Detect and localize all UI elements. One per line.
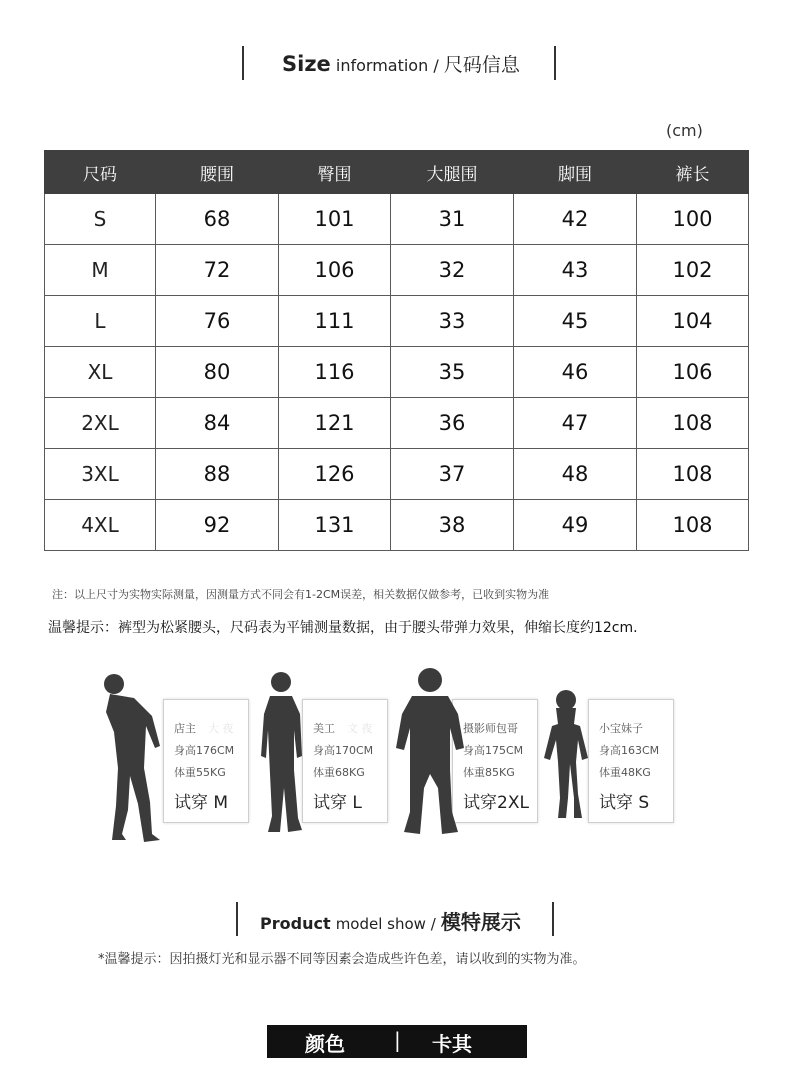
cell-waist: 84 — [156, 398, 279, 449]
cell-thigh: 32 — [391, 245, 514, 296]
cell-thigh: 35 — [391, 347, 514, 398]
model-name: 摄影师包哥 — [463, 722, 518, 735]
model-try-size: 试穿 L — [313, 793, 362, 813]
table-header-row — [45, 151, 749, 194]
cell-leg-opening: 43 — [514, 245, 637, 296]
cell-size: 4XL — [45, 500, 156, 551]
model-weight: 体重68KG — [313, 766, 365, 779]
table-row — [45, 398, 749, 449]
cell-size: 3XL — [45, 449, 156, 500]
model-header-left-divider — [236, 902, 238, 936]
card-watermark: 文 夜 — [347, 722, 373, 735]
header-hip: 臀围 — [279, 151, 391, 194]
waistband-tip: 温馨提示：裤型为松紧腰头，尺码表为平铺测量数据，由于腰头带弹力效果，伸缩长度约12cm. — [48, 620, 638, 636]
cell-hip: 111 — [279, 296, 391, 347]
model-weight: 体重48KG — [599, 766, 651, 779]
cell-thigh: 38 — [391, 500, 514, 551]
cell-hip: 116 — [279, 347, 391, 398]
model-silhouette-shop-owner — [100, 672, 170, 844]
cell-leg-opening: 49 — [514, 500, 637, 551]
model-try-size: 试穿 M — [174, 793, 229, 813]
cell-length: 106 — [637, 347, 749, 398]
unit-label: (cm) — [666, 121, 703, 140]
cell-length: 102 — [637, 245, 749, 296]
size-table — [44, 150, 749, 551]
model-card — [163, 699, 249, 823]
cell-hip: 126 — [279, 449, 391, 500]
model-name: 美工 — [313, 722, 335, 735]
cell-hip: 131 — [279, 500, 391, 551]
cell-hip: 106 — [279, 245, 391, 296]
model-title-en-bold: Product — [260, 914, 331, 933]
color-separator: | — [394, 1028, 401, 1052]
cell-length: 108 — [637, 449, 749, 500]
model-card — [302, 699, 388, 823]
cell-leg-opening: 47 — [514, 398, 637, 449]
model-title-en: model show / — [335, 915, 436, 933]
table-row — [45, 449, 749, 500]
cell-length: 108 — [637, 500, 749, 551]
header-size: 尺码 — [45, 151, 156, 194]
cell-length: 100 — [637, 194, 749, 245]
header-right-divider — [554, 46, 556, 80]
cell-waist: 76 — [156, 296, 279, 347]
cell-thigh: 31 — [391, 194, 514, 245]
model-show-title — [260, 906, 521, 935]
cell-leg-opening: 42 — [514, 194, 637, 245]
model-silhouette-designer — [258, 670, 306, 838]
model-height: 身高170CM — [313, 744, 374, 757]
model-try-size: 试穿 S — [599, 793, 650, 813]
cell-size: L — [45, 296, 156, 347]
model-silhouette-girl — [542, 688, 590, 824]
measurement-note: 注：以上尺寸为实物实际测量，因测量方式不同会有1-2CM误差，相关数据仅做参考，已收到实物为准 — [52, 588, 550, 601]
table-row — [45, 245, 749, 296]
size-title-en: information / — [335, 56, 439, 75]
card-watermark: 大 夜 — [208, 722, 234, 735]
table-row — [45, 296, 749, 347]
cell-waist: 92 — [156, 500, 279, 551]
cell-size: XL — [45, 347, 156, 398]
cell-waist: 68 — [156, 194, 279, 245]
model-weight: 体重55KG — [174, 766, 226, 779]
color-value: 卡其 — [432, 1032, 472, 1056]
header-waist: 腰围 — [156, 151, 279, 194]
model-name: 小宝妹子 — [599, 722, 643, 735]
header-thigh: 大腿围 — [391, 151, 514, 194]
cell-hip: 121 — [279, 398, 391, 449]
model-card — [588, 699, 674, 823]
cell-size: S — [45, 194, 156, 245]
model-try-size: 试穿2XL — [463, 793, 529, 813]
cell-waist: 80 — [156, 347, 279, 398]
size-info-title — [282, 50, 520, 77]
cell-length: 104 — [637, 296, 749, 347]
cell-leg-opening: 48 — [514, 449, 637, 500]
cell-thigh: 36 — [391, 398, 514, 449]
table-row — [45, 194, 749, 245]
cell-leg-opening: 46 — [514, 347, 637, 398]
cell-thigh: 33 — [391, 296, 514, 347]
model-weight: 体重85KG — [463, 766, 515, 779]
color-difference-warning: *温馨提示：因拍摄灯光和显示器不同等因素会造成些许色差，请以收到的实物为准。 — [98, 952, 586, 967]
header-leg-opening: 脚围 — [514, 151, 637, 194]
table-row — [45, 347, 749, 398]
size-title-en-bold: Size — [282, 52, 331, 76]
cell-size: 2XL — [45, 398, 156, 449]
size-title-cn: 尺码信息 — [443, 54, 520, 76]
cell-waist: 72 — [156, 245, 279, 296]
model-header-right-divider — [552, 902, 554, 936]
model-title-cn: 模特展示 — [440, 910, 521, 934]
cell-length: 108 — [637, 398, 749, 449]
cell-hip: 101 — [279, 194, 391, 245]
model-height: 身高176CM — [174, 744, 235, 757]
color-label: 颜色 — [305, 1032, 345, 1056]
table-row — [45, 500, 749, 551]
header-length: 裤长 — [637, 151, 749, 194]
cell-leg-opening: 45 — [514, 296, 637, 347]
header-left-divider — [242, 46, 244, 80]
model-height: 身高175CM — [463, 744, 524, 757]
model-height: 身高163CM — [599, 744, 660, 757]
model-silhouette-photographer — [394, 666, 466, 838]
cell-size: M — [45, 245, 156, 296]
cell-thigh: 37 — [391, 449, 514, 500]
cell-waist: 88 — [156, 449, 279, 500]
model-name: 店主 — [174, 722, 196, 735]
color-bar — [267, 1025, 527, 1058]
